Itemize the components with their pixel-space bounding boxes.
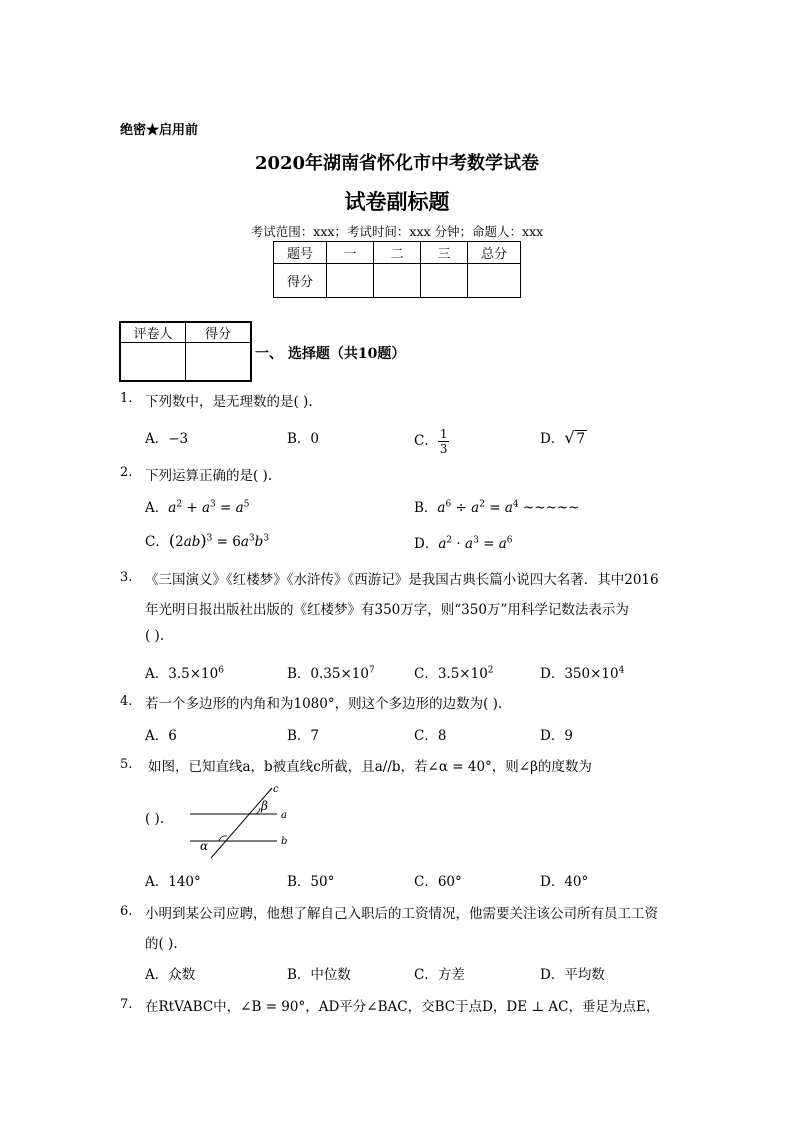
- score-table: [273, 241, 521, 298]
- question-number: 4.: [120, 694, 133, 709]
- question-number: 1.: [120, 391, 133, 406]
- option-a: A．$a^2 + a^3 = a^5$: [145, 499, 250, 516]
- option-c: C．$(2ab)^3 = 6a^3b^3$: [145, 531, 270, 550]
- parallel-lines-figure: [185, 780, 305, 860]
- score-header: 三: [421, 242, 468, 264]
- question-text: 下列运算正确的是( ).: [145, 468, 273, 484]
- confidential-mark: 绝密★启用前: [120, 123, 199, 138]
- score-header: 一: [327, 242, 374, 264]
- score-header: 题号: [274, 242, 327, 264]
- label-c: c: [273, 784, 279, 795]
- question-text-line: 《三国演义》《红楼梦》《水浒传》《西游记》是我国古典长篇小说四大名著．其中2016: [145, 572, 659, 588]
- question-number: 2.: [120, 465, 133, 480]
- grader-table: [119, 321, 252, 382]
- option-d: D．平均数: [540, 967, 605, 983]
- score-cell[interactable]: [468, 264, 521, 298]
- grader-header: 得分: [186, 322, 252, 343]
- option-d: D．$350\times 10^4$: [540, 665, 625, 682]
- option-c: C．8: [414, 728, 447, 744]
- label-b: b: [281, 836, 288, 847]
- score-header: 二: [374, 242, 421, 264]
- label-a: a: [281, 810, 287, 821]
- question-text: 在RtVABC中，∠B = 90°，AD平分∠BAC，交BC于点D，DE ⊥ AC，垂足为点E，: [145, 999, 660, 1015]
- score-cell[interactable]: [421, 264, 468, 298]
- option-b: B．0: [287, 431, 320, 447]
- question-text-line: 年光明日报出版社出版的《红楼梦》有350万字，则“350万”用科学记数法表示为: [145, 602, 629, 618]
- option-d: D．$a^2 \cdot a^3 = a^6$: [414, 535, 513, 552]
- option-a: A．$3.5\times 10^6$: [145, 665, 224, 682]
- score-row-label: 得分: [274, 264, 327, 298]
- grader-header: 评卷人: [120, 322, 186, 343]
- question-text-line: ( ).: [145, 628, 165, 644]
- option-c: C．方差: [414, 967, 465, 983]
- option-b: B．7: [287, 728, 320, 744]
- question-text-line: 小明到某公司应聘，他想了解自己入职后的工资情况，他需要关注该公司所有员工工资: [145, 906, 658, 922]
- score-cell[interactable]: [374, 264, 421, 298]
- option-b: B．50°: [287, 874, 335, 890]
- option-d: D．40°: [540, 874, 589, 890]
- page-title: 2020年湖南省怀化市中考数学试卷: [254, 153, 540, 174]
- option-b: B．$0.35\times 10^7$: [287, 665, 375, 682]
- label-beta: β: [261, 799, 268, 813]
- alpha-arc: [219, 836, 227, 841]
- option-c: C．60°: [414, 874, 462, 890]
- score-cell[interactable]: [327, 264, 374, 298]
- label-alpha: α: [200, 839, 209, 853]
- exam-info: 考试范围：xxx；考试时间：xxx 分钟；命题人：xxx: [250, 224, 544, 239]
- score-header: 总分: [468, 242, 521, 264]
- option-c: C． $\frac{1}{3}$: [414, 427, 448, 456]
- question-text: 若一个多边形的内角和为1080°，则这个多边形的边数为( ).: [145, 696, 503, 712]
- question-text-continuation: ( ).: [145, 811, 165, 827]
- section-title: 一、 选择题（共10题）: [255, 346, 406, 362]
- option-a: A．−3: [145, 431, 189, 447]
- question-number: 7.: [120, 997, 133, 1012]
- grader-cell[interactable]: [120, 343, 186, 381]
- beta-arc: [255, 808, 260, 814]
- option-a: A．众数: [145, 967, 196, 983]
- question-text: 下列数中，是无理数的是( ).: [145, 394, 313, 410]
- option-d: D．√ 7: [540, 428, 586, 447]
- option-b: B．中位数: [287, 967, 351, 983]
- question-number: 3.: [120, 570, 133, 585]
- question-number: 5.: [120, 757, 133, 772]
- question-text-line: 的( ).: [145, 936, 178, 952]
- page-subtitle: 试卷副标题: [344, 189, 450, 214]
- grader-cell[interactable]: [186, 343, 252, 381]
- option-a: A．140°: [145, 874, 201, 890]
- option-a: A．6: [145, 728, 177, 744]
- option-d: D．9: [540, 728, 573, 744]
- question-text: 如图，已知直线a，b被直线c所截，且a//b，若∠α = 40°，则∠β的度数为: [148, 759, 592, 775]
- option-c: C．$3.5\times 10^2$: [414, 665, 494, 682]
- option-b: B．$a^6 \div a^2 = a^4$ ~~~~~: [414, 499, 580, 516]
- question-number: 6.: [120, 904, 133, 919]
